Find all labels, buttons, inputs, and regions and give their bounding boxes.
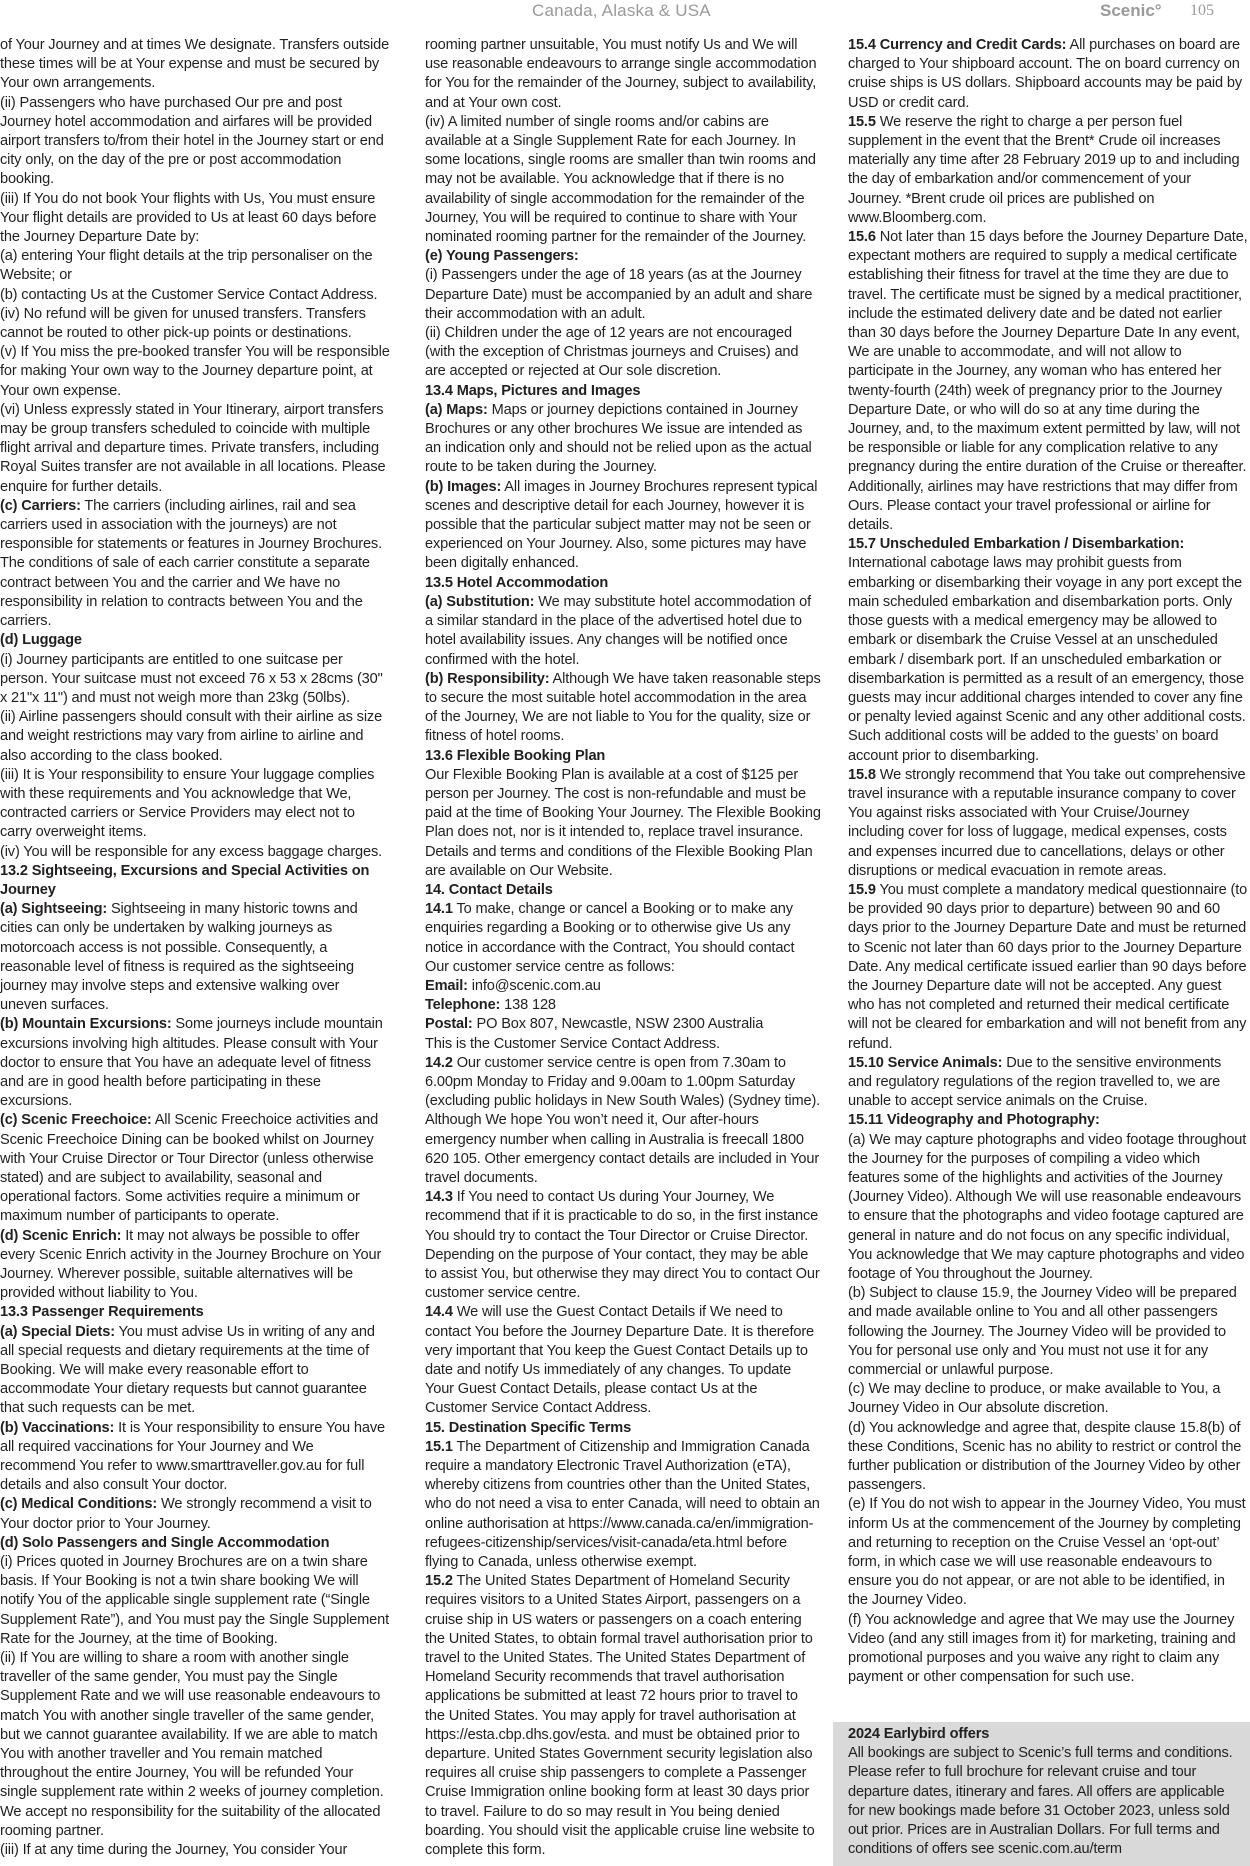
clause-label: (b) Images: — [425, 478, 502, 495]
paragraph — [425, 1054, 821, 1188]
paragraph — [0, 497, 390, 631]
text-column-middle — [425, 36, 821, 1864]
paragraph — [0, 305, 390, 343]
paragraph — [0, 1553, 390, 1649]
clause-text: (iv) No refund will be given for unused transfers. Transfers cannot be routed to other pick-up points or destinations. — [0, 305, 366, 342]
clause-label: Postal: — [425, 1016, 473, 1033]
clause-text: We reserve the right to charge a per person fuel supplement in the event that the Brent* Crude oil increases materially any time after 28 February 2019 up to and including the day of embarkation and/or commencement of your Journey. *Brent crude oil prices are published on www.Bloomberg.com. — [848, 113, 1240, 226]
clause-text: The carriers (including airlines, rail and sea carriers used in association with the journeys) are not responsible for statements or features in Journey Brochures. The conditions of sale of each carrier constitute a separate contract between You and the carrier and We have no responsibility in relation to contracts between You and the carriers. — [0, 497, 382, 630]
paragraph — [0, 36, 390, 94]
clause-label: (d) Scenic Enrich: — [0, 1227, 122, 1244]
paragraph — [848, 1054, 1248, 1112]
section-heading: 15.11 Videography and Photography: — [848, 1112, 1100, 1129]
paragraph — [0, 343, 390, 401]
paragraph — [425, 324, 821, 382]
paragraph — [848, 1419, 1248, 1496]
paragraph — [0, 843, 390, 862]
clause-label: (b) Responsibility: — [425, 670, 550, 687]
paragraph — [425, 113, 821, 247]
section-heading: 15. Destination Specific Terms — [425, 1419, 632, 1436]
paragraph — [425, 1438, 821, 1572]
clause-label: 14.2 — [425, 1054, 453, 1071]
clause-text: (d) You acknowledge and agree that, despite clause 15.8(b) of these Conditions, Scenic has no ability to restrict or control the further publication or distribution of the Journey Video by other passengers. — [848, 1419, 1242, 1494]
clause-label: 15.8 — [848, 766, 876, 783]
clause-text: Although We have taken reasonable steps to secure the most suitable hotel accommodation in the area of the Journey, We are not liable to You for the quality, size or fitness of hotel rooms. — [425, 670, 821, 745]
paragraph — [0, 286, 390, 305]
clause-text: (iv) You will be responsible for any excess baggage charges. — [0, 843, 383, 860]
clause-text: All images in Journey Brochures represent typical scenes and descriptive detail for each Journey, however it is possible that the particular subject matter may not be seen or experienced on Your Journey. Also, some pictures may have been digitally enhanced. — [425, 478, 818, 572]
clause-label: (a) Substitution: — [425, 593, 535, 610]
clause-text: info@scenic.com.au — [467, 977, 601, 994]
paragraph — [0, 1495, 390, 1533]
clause-text: We strongly recommend a visit to Your doctor prior to Your Journey. — [0, 1496, 372, 1532]
paragraph — [425, 766, 821, 881]
clause-text: Not later than 15 days before the Journey Departure Date, expectant mothers are required to supply a medical certificate establishing their fitness for travel at the time they are due to travel. The certificate must be signed by a medical practitioner, include the estimated delivery date and be dated not earlier than 30 days before the Journey Departure Date In any event, We are unable to accommodate, and will not allow to participate in the Journey, any woman who has entered her twenty-fourth (24th) week of pregnancy prior to the Journey Departure Date, or who will do so at any time during the Journey, and, to the maximum extent permitted by law, will not be responsible or liable for any complication relative to any pregnancy during the entire duration of the Cruise or thereafter. Additionally, airlines may have restrictions that may differ from Ours. Please contact your travel professional or airline for details. — [848, 229, 1248, 534]
paragraph — [0, 1015, 390, 1111]
paragraph — [848, 228, 1248, 535]
clause-label: 15.5 — [848, 113, 876, 130]
paragraph — [425, 670, 821, 747]
clause-text: (ii) Airline passengers should consult with their airline as size and weight restrictions may vary from airline to airline and also according to the class booked. — [0, 709, 383, 764]
paragraph — [0, 1323, 390, 1419]
clause-text: (iii) If You do not book Your flights with Us, You must ensure Your flight details are provided to Us at least 60 days before the Journey Departure Date by: — [0, 190, 377, 246]
paragraph — [848, 36, 1248, 113]
paragraph — [425, 1015, 821, 1034]
clause-text: We strongly recommend that You take out comprehensive travel insurance with a reputable insurance company to cover You against risks associated with Your Cruise/Journey including cover for loss of luggage, medical expenses, costs and expenses incurred due to cancellations, delays or other disruptions or medical evacuation in remote areas. — [848, 766, 1246, 879]
clause-text: (b) Subject to clause 15.9, the Journey Video will be prepared and made available online to You and all other passengers following the Journey. The Journey Video will be provided to You for personal use only and You must not use it for any commercial or unlawful purpose. — [848, 1285, 1237, 1379]
offer-title: 2024 Earlybird offers — [848, 1726, 990, 1742]
paragraph — [425, 1188, 821, 1303]
paragraph — [425, 266, 821, 324]
paragraph — [848, 554, 1248, 765]
paragraph — [0, 900, 390, 1015]
paragraph — [0, 1649, 390, 1841]
paragraph — [848, 1380, 1248, 1418]
clause-text: (e) If You do not wish to appear in the Journey Video, You must inform Us at the commencement of the Journey by completing and returning to reception on the Cruise Vessel an ‘opt-out’ form, in which case we will use reasonable endeavours to ensure you do not appear, or are not able to be identified, in the Journey Video. — [848, 1496, 1246, 1609]
clause-text: (c) We may decline to produce, or make available to You, a Journey Video in Our absolute discretion. — [848, 1381, 1221, 1417]
text-column-left — [0, 36, 390, 1864]
clause-label: (b) Mountain Excursions: — [0, 1016, 172, 1033]
clause-label: 15.4 Currency and Credit Cards: — [848, 37, 1067, 53]
clause-label: (a) Sightseeing: — [0, 901, 108, 918]
page-number: 105 — [1190, 2, 1214, 19]
clause-label: (c) Carriers: — [0, 497, 81, 514]
clause-text: To make, change or cancel a Booking or to make any enquiries regarding a Booking or to otherwise give Us any notice in accordance with the Contract, You should contact Our customer service centre as follows: — [425, 901, 795, 975]
paragraph — [425, 247, 821, 266]
clause-label: 14.3 — [425, 1189, 453, 1206]
clause-text: (a) entering Your flight details at the trip personaliser on the Website; or — [0, 248, 373, 284]
clause-text: (ii) If You are willing to share a room with another single traveller of the same gender, You must pay the Single Supplement Rate and we will use reasonable endeavours to match You with another single traveller of the same gender, but we cannot guarantee availability. If we are able to match You with another traveller and You remain matched throughout the entire Journey, You will be refunded Your single supplement rate within 2 weeks of journey completion. We accept no responsibility for the suitability of the allocated rooming partner. — [0, 1650, 384, 1839]
clause-text: The United States Department of Homeland Security requires visitors to a United States Airport, passengers on a cruise ship in US waters or passengers on a coach entering the United States, to obtain formal travel authorisation prior to travel to the United States. The United States Department of Homeland Security recommends that travel authorisation applications be submitted at least 72 hours prior to travel to the United States. You may apply for travel authorisation at https://esta.cbp.dhs.gov/esta. and must be obtained prior to departure. United States Government security legislation also requires all cruise ship passengers to complete a Passenger Cruise Immigration online booking form at least 30 days prior to travel. Failure to do so may result in You being denied boarding. You should visit the applicable cruise line website to complete this form. — [425, 1573, 815, 1859]
clause-label: 15.7 Unscheduled Embarkation / Disembarkation: — [848, 536, 1185, 553]
paragraph — [425, 36, 821, 113]
paragraph — [425, 593, 821, 670]
paragraph — [425, 900, 821, 977]
paragraph — [425, 401, 821, 478]
clause-text: If You need to contact Us during Your Journey, We recommend that if it is practicable to do so, in the first instance You should try to contact the Tour Director or Cruise Director. Depending on the purpose of Your contact, they may be able to assist You, but otherwise they may direct You to contact Our customer service centre. — [425, 1189, 820, 1302]
clause-text: (i) Passengers under the age of 18 years (as at the Journey Departure Date) must be accompanied by an adult and share their accommodation with an adult. — [425, 267, 813, 322]
paragraph — [425, 478, 821, 574]
clause-text: (i) Journey participants are entitled to one suitcase per person. Your suitcase must not exceed 76 x 53 x 28cms (30" x 21"x 11") and must not weigh more than 23kg (50lbs). — [0, 651, 383, 706]
clause-text: Due to the sensitive environments and regulatory regulations of the region travelled to, we are unable to accept service animals on the Cruise. — [848, 1054, 1222, 1110]
paragraph — [848, 535, 1248, 554]
clause-text: PO Box 807, Newcastle, NSW 2300 Australia — [472, 1016, 764, 1033]
paragraph — [425, 1572, 821, 1860]
brand-logo-text: Scenic° — [1100, 1, 1162, 20]
paragraph — [425, 1035, 821, 1054]
clause-text: (v) If You miss the pre-booked transfer You will be responsible for making Your own way to the Journey departure point, at Your own expense. — [0, 344, 390, 399]
clause-text: The Department of Citizenship and Immigration Canada require a mandatory Electronic Travel Authorization (eTA), whereby citizens from countries other than the United States, who do not need a visa to enter Canada, will need to obtain an online authorisation at https://www.canada.ca/en/immigration-refugees-citizenship/services/visit-canada/eta.html before flying to Canada, unless otherwise exempt. — [425, 1438, 820, 1571]
paragraph — [848, 1131, 1248, 1285]
clause-label: Email: — [425, 977, 468, 994]
clause-text: rooming partner unsuitable, You must notify Us and We will use reasonable endeavours to arrange single accommodation for You for the remainder of the Journey, subject to availability, and at Your own cost. — [425, 37, 817, 111]
region-title: Canada, Alaska & USA — [532, 1, 711, 20]
section-heading: 13.4 Maps, Pictures and Images — [425, 382, 641, 399]
paragraph — [0, 766, 390, 843]
section-heading: 14. Contact Details — [425, 881, 553, 898]
clause-text: Maps or journey depictions contained in Journey Brochures or any other brochures We issue are intended as an indication only and should not be relied upon as the actual route to be taken during the Journey. — [425, 401, 812, 476]
paragraph — [0, 708, 390, 766]
paragraph — [848, 1284, 1248, 1380]
clause-text: You must complete a mandatory medical questionnaire (to be provided 90 days prior to departure) between 90 and 60 days prior to the Journey Departure Date and must be returned to Scenic not later than 60 days prior to the Journey Departure Date. Any medical certificate issued earlier than 90 days before the Journey Departure date will not be accepted. Any guest who has not completed and returned their medical certificate will not be cleared for embarkation and will not benefit from any refund. — [848, 881, 1248, 1052]
paragraph — [425, 977, 821, 996]
clause-label: 15.6 — [848, 229, 876, 246]
clause-text: Our Flexible Booking Plan is available at a cost of $125 per person per Journey. The cost is non-refundable and must be paid at the time of Booking Your Journey. The Flexible Booking Plan does not, nor is it intended to, replace travel insurance. Details and terms and conditions of the Flexible Booking Plan are available on Our Website. — [425, 766, 821, 879]
paragraph — [0, 1111, 390, 1226]
clause-text: It may not always be possible to offer every Scenic Enrich activity in the Journey Brochure on Your Journey. Wherever possible, suitable alternatives will be provided without liability to You. — [0, 1227, 382, 1302]
section-heading: 13.2 Sightseeing, Excursions and Special Activities on Journey — [0, 862, 370, 898]
clause-text: (b) contacting Us at the Customer Service Contact Address. — [0, 286, 378, 303]
paragraph — [848, 1611, 1248, 1688]
clause-text: It is Your responsibility to ensure You have all required vaccinations for Your Journey and We recommend You refer to www.smarttraveller.gov.au for full details and also consult Your doctor. — [0, 1419, 385, 1494]
clause-text: of Your Journey and at times We designate. Transfers outside these times will be at Your expense and must be secured by Your own arrangements. — [0, 37, 390, 92]
clause-text: (iv) A limited number of single rooms and/or cabins are available at a Single Supplement Rate for each Journey. In some locations, single rooms are smaller than twin rooms and may not be available. You acknowledge that if there is no availability of single accommodation for the remainder of the Journey, You will be required to continue to share with Your nominated rooming partner for the remainder of the Journey. — [425, 113, 816, 246]
clause-text: International cabotage laws may prohibit guests from embarking or disembarking their voyage in any port except the main scheduled embarkation and disembarkation ports. Only those guests with a medical emergency may be allowed to embark or disembark the Cruise Vessel at an unscheduled embark / disembark port. If an unscheduled embarkation or disembarkation is permitted as a result of an emergency, those guests may incur additional charges intended to cover any fine or penalty levied against Scenic and any other additional costs. Such additional costs will be added to the guests’ on board account prior to disembarking. — [848, 555, 1246, 764]
paragraph — [848, 113, 1248, 228]
paragraph — [425, 996, 821, 1015]
clause-text: You must advise Us in writing of any and all special requests and dietary requirements at the time of Booking. We will make every reasonable effort to accommodate Your dietary requests but cannot guarantee that such requests can be met. — [0, 1323, 375, 1417]
clause-label: 15.1 — [425, 1438, 453, 1455]
clause-label: 14.1 — [425, 901, 453, 918]
clause-label: 15.9 — [848, 881, 876, 898]
clause-text: (ii) Passengers who have purchased Our pre and post Journey hotel accommodation and airfares will be provided airport transfers to/from their hotel in the Journey start or end city only, on the day of the pre or post accommodation booking. — [0, 94, 384, 188]
clause-text: (ii) Children under the age of 12 years are not encouraged (with the exception of Christmas journeys and Cruises) and are accepted or rejected at Our sole discretion. — [425, 325, 799, 380]
clause-label: (c) Scenic Freechoice: — [0, 1112, 152, 1129]
paragraph — [848, 766, 1248, 881]
text-column-right — [848, 36, 1248, 1864]
paragraph — [848, 1495, 1248, 1610]
clause-text: (f) You acknowledge and agree that We may use the Journey Video (and any still images from it) for marketing, training and promotional purposes and you waive any right to claim any payment or other compensation for such use. — [848, 1611, 1236, 1686]
paragraph — [848, 881, 1248, 1054]
paragraph — [0, 190, 390, 248]
clause-text: All purchases on board are charged to Your shipboard account. The on board currency on cruise ships is US dollars. Shipboard accounts may be paid by USD or credit card. — [848, 37, 1243, 111]
section-heading: 13.3 Passenger Requirements — [0, 1304, 204, 1321]
clause-text: (iii) If at any time during the Journey, You consider Your — [0, 1842, 348, 1859]
clause-text: We will use the Guest Contact Details if We need to contact You before the Journey Departure Date. It is therefore very important that You keep the Guest Contact Details up to date and notify Us immediately of any changes. To update Your Guest Contact Details, please contact Us at the Customer Service Contact Address. — [425, 1304, 815, 1417]
clause-label: Telephone: — [425, 997, 501, 1014]
paragraph — [0, 1227, 390, 1304]
clause-text: (iii) It is Your responsibility to ensure Your luggage complies with these requirements and You acknowledge that We, contracted carriers or Service Providers may elect not to carry overweight items. — [0, 766, 375, 841]
offer-body: All bookings are subject to Scenic’s full terms and conditions. Please refer to full brochure for relevant cruise and tour departure dates, itinerary and fares. All offers are applicable for new bookings made before 31 October 2023, unless sold out prior. Prices are in Australian Dollars. For full terms and conditions of offers see scenic.com.au/term — [848, 1745, 1233, 1858]
paragraph — [0, 401, 390, 497]
clause-text: Sightseeing in many historic towns and cities can only be undertaken by walking journeys as motorcoach access is not possible. Consequently, a reasonable level of fitness is required as the sightseeing journey may involve steps and extensive walking over uneven surfaces. — [0, 901, 358, 1014]
clause-label: 15.10 Service Animals: — [848, 1054, 1003, 1071]
paragraph — [0, 1841, 390, 1860]
clause-text: (a) We may capture photographs and video footage throughout the Journey for the purposes of compiling a video which features some of the highlights and activities of the Journey (Journey Video). Although We will use reasonable endeavours to ensure that the photographs and video footage captured are general in nature and do not focus on any specific individual, You acknowledge that We may capture photographs and video footage of You throughout the Journey. — [848, 1131, 1247, 1282]
paragraph — [0, 631, 390, 650]
page-header — [0, 0, 1250, 26]
clause-text: Some journeys include mountain excursions involving high altitudes. Please consult with Your doctor to ensure that You have an adequate level of fitness and are in good health before participating in these excursions. — [0, 1016, 383, 1110]
clause-label: 15.2 — [425, 1573, 453, 1590]
clause-text: 138 128 — [500, 997, 556, 1014]
paragraph — [0, 94, 390, 190]
clause-label: (a) Special Diets: — [0, 1323, 115, 1340]
clause-label: (a) Maps: — [425, 401, 488, 418]
clause-label: (d) Solo Passengers and Single Accommodation — [0, 1534, 330, 1551]
paragraph — [0, 651, 390, 709]
paragraph — [0, 247, 390, 285]
clause-label: (e) Young Passengers: — [425, 248, 579, 265]
paragraph — [0, 1419, 390, 1496]
clause-text: All Scenic Freechoice activities and Scenic Freechoice Dining can be booked whilst on Journey with Your Cruise Director or Tour Director (unless otherwise stated) and are subject to availability, seasonal and operational factors. Some activities require a minimum or maximum number of participants to operate. — [0, 1112, 379, 1225]
clause-label: (b) Vaccinations: — [0, 1419, 115, 1436]
section-heading: 13.5 Hotel Accommodation — [425, 574, 609, 591]
paragraph — [0, 1534, 390, 1553]
clause-text: We may substitute hotel accommodation of a similar standard in the place of the advertised hotel due to hotel availability issues. Any changes will be notified once confirmed with the hotel. — [425, 593, 811, 668]
section-heading: 13.6 Flexible Booking Plan — [425, 747, 606, 764]
clause-label: (d) Luggage — [0, 632, 82, 649]
clause-label: 14.4 — [425, 1304, 453, 1321]
clause-text: This is the Customer Service Contact Address. — [425, 1035, 720, 1052]
clause-label: (c) Medical Conditions: — [0, 1496, 158, 1513]
clause-text: Our customer service centre is open from 7.30am to 6.00pm Monday to Friday and 9.00am to 1.00pm Saturday (excluding public holidays in New South Wales) (Sydney time). Although We hope You won’t need it, Our after-hours emergency number when calling in Australia is freecall 1800 620 105. Other emergency contact details are included in Your travel documents. — [425, 1054, 821, 1186]
clause-text: (vi) Unless expressly stated in Your Itinerary, airport transfers may be group transfers scheduled to coincide with multiple flight arrival and departure times. Private transfers, including Royal Suites transfer are not available in all locations. Please enquire for further details. — [0, 401, 386, 495]
paragraph — [425, 1303, 821, 1418]
earlybird-offer-box — [833, 1722, 1250, 1866]
clause-text: (i) Prices quoted in Journey Brochures are on a twin share basis. If Your Booking is not a twin share booking We will notify You of the applicable single supplement rate (“Single Supplement Rate”), and You must pay the Single Supplement Rate for the Journey, at the time of Booking. — [0, 1554, 389, 1647]
